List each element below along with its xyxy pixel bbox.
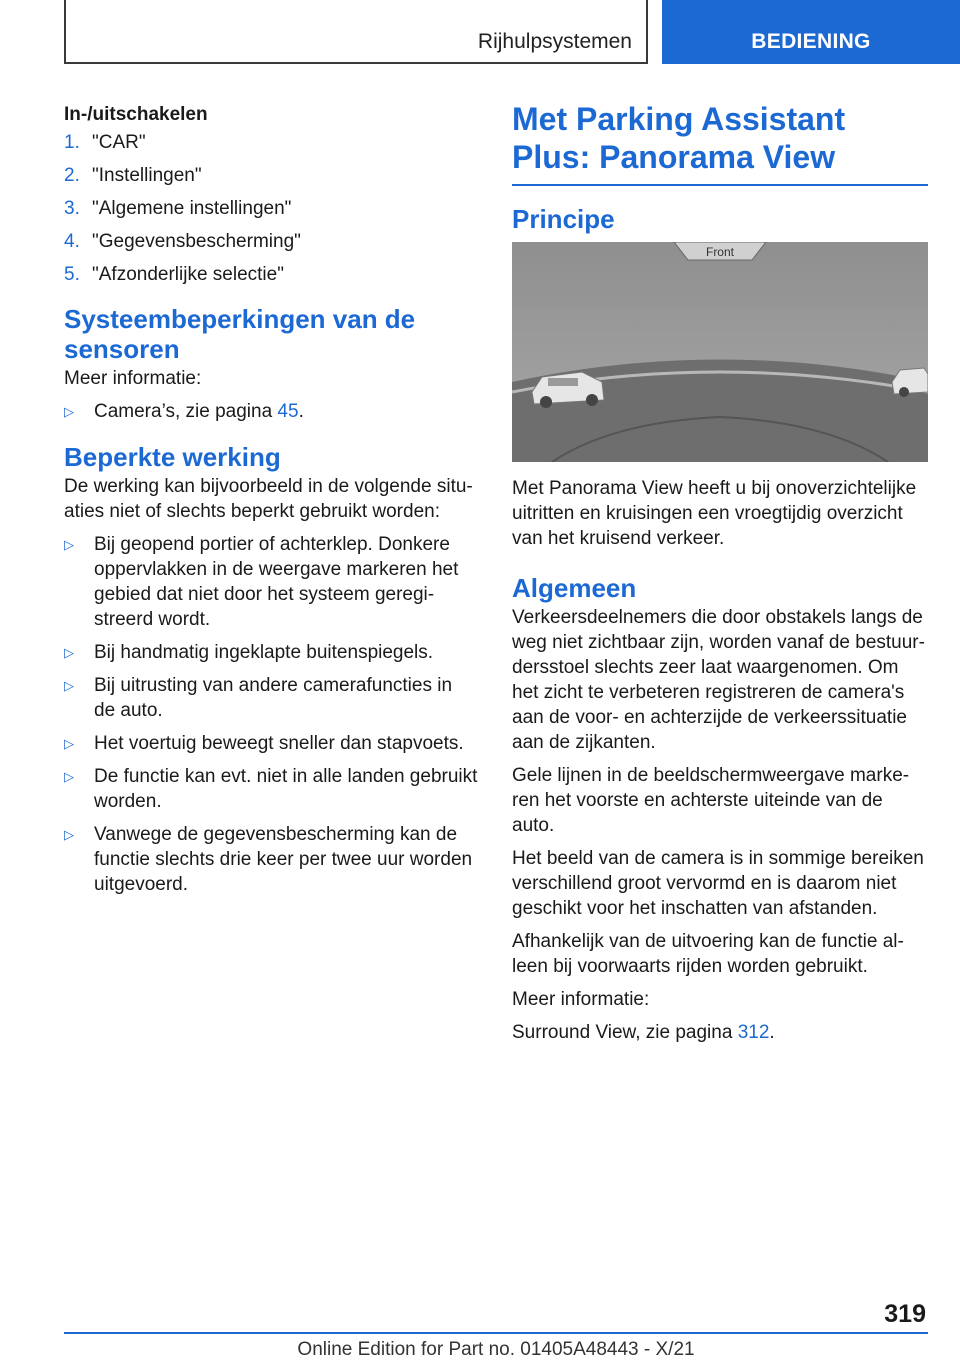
list-item	[64, 731, 478, 756]
bullet-text: De functie kan evt. niet in alle landen gebruikt worden.	[94, 766, 478, 812]
triangle-bullet-icon: ▷	[64, 769, 74, 784]
header-frame	[64, 0, 648, 64]
surround-page-link[interactable]: 312	[737, 1022, 770, 1043]
camera-page-link[interactable]: 45	[277, 401, 299, 422]
step-text: "Instellingen"	[92, 165, 202, 186]
camera-ref-text: Camera’s, zie pagina	[94, 401, 278, 422]
chapter-tab[interactable]	[662, 0, 960, 64]
step-text: "Gegevensbescherming"	[92, 231, 301, 252]
step-text: "Algemene instellingen"	[92, 198, 292, 219]
bullet-text: Het voertuig beweegt sneller dan stapvoets.	[94, 733, 464, 754]
panorama-view-illustration	[512, 242, 928, 462]
surround-ref-text: Surround View, zie pagina	[512, 1022, 738, 1043]
triangle-bullet-icon: ▷	[64, 678, 74, 693]
bullet-text: Bij geopend portier of achterklep. Donkere oppervlakken in de weergave markeren het gebied dat niet door het systeem geregistreerd wordt.	[94, 534, 459, 630]
triangle-bullet-icon: ▷	[64, 645, 74, 660]
step-number: 4.	[64, 231, 80, 252]
general-paragraph: Meer informatie:	[512, 989, 650, 1010]
step-text: "Afzonderlijke selectie"	[92, 264, 284, 285]
left-column	[64, 100, 478, 905]
step-item	[64, 132, 478, 154]
step-number: 3.	[64, 198, 80, 219]
triangle-bullet-icon: ▷	[64, 404, 74, 419]
front-label: Front	[705, 245, 735, 259]
step-item	[64, 231, 478, 253]
list-item	[64, 532, 478, 632]
list-item	[64, 673, 478, 723]
triangle-bullet-icon: ▷	[64, 827, 74, 842]
toggle-subheading: In-/uitschakelen	[64, 104, 208, 125]
step-item	[64, 264, 478, 286]
triangle-bullet-icon: ▷	[64, 736, 74, 751]
general-paragraph: Afhankelijk van de uitvoering kan de functie alleen bij voorwaarts rijden worden gebruikt.	[512, 931, 904, 977]
step-item	[64, 198, 478, 220]
general-paragraph: Het beeld van de camera is in sommige bereiken verschillend groot vervormd en is daarom niet geschikt voor het inschatten van afstanden.	[512, 848, 924, 919]
bullet-text: Bij handmatig ingeklapte buitenspiegels.	[94, 642, 434, 663]
camera-ref-list	[64, 399, 478, 424]
step-item	[64, 165, 478, 187]
limitations-list	[64, 532, 478, 897]
heading-principle: Principe	[512, 204, 615, 234]
right-column	[512, 100, 928, 1053]
list-item	[64, 399, 478, 424]
bullet-text: Vanwege de gegevensbescherming kan de functie slechts drie keer per twee uur worden uitgevoerd.	[94, 824, 473, 895]
page-title: Met Parking Assistant Plus: Panorama View	[512, 101, 846, 175]
footer-divider	[64, 1332, 928, 1334]
principle-text: Met Panorama View heeft u bij onoverzichtelijke uitritten en kruisingen een vroegtijdig overzicht van het kruisend verkeer.	[512, 478, 917, 549]
list-item	[64, 640, 478, 665]
step-number: 2.	[64, 165, 80, 186]
step-number: 5.	[64, 264, 80, 285]
step-number: 1.	[64, 132, 80, 153]
title-divider	[512, 184, 928, 186]
bullet-text: Bij uitrusting van andere camerafuncties in de auto.	[94, 675, 453, 721]
general-paragraph: Gele lijnen in de beeldschermweergave markeren het voorste en achterste uiteinde van de auto.	[512, 765, 910, 836]
triangle-bullet-icon: ▷	[64, 537, 74, 552]
chapter-tab-label: BEDIENING	[751, 30, 871, 53]
more-info-label: Meer informatie:	[64, 368, 202, 389]
list-item	[64, 822, 478, 897]
steps-list	[64, 132, 478, 286]
heading-general: Algemeen	[512, 573, 637, 603]
surround-ref	[512, 1020, 928, 1045]
page-number: 319	[884, 1300, 926, 1328]
footer-edition: Online Edition for Part no. 01405A48443 - X/21	[297, 1339, 695, 1360]
section-title: Rijhulpsystemen	[477, 30, 632, 53]
heading-sensor-limits: Systeembeperkingen van de sensoren	[64, 304, 416, 364]
step-text: "CAR"	[92, 132, 146, 153]
general-paragraph: Verkeersdeelnemers die door obstakels langs de weg niet zichtbaar zijn, worden vanaf de bestuurdersstoel slechts zeer laat waargenomen. Om het zicht te verbeteren registreren de camera's aan de voor- en achterzijde de verkeerssituatie aan de zijkanten.	[512, 607, 925, 753]
list-item	[64, 764, 478, 814]
reduced-intro: De werking kan bijvoorbeeld in de volgende situaties niet of slechts beperkt gebruikt worden:	[64, 476, 473, 522]
surround-ref-after: .	[769, 1022, 775, 1043]
camera-ref-after: .	[298, 401, 304, 422]
heading-reduced-function: Beperkte werking	[64, 442, 281, 472]
